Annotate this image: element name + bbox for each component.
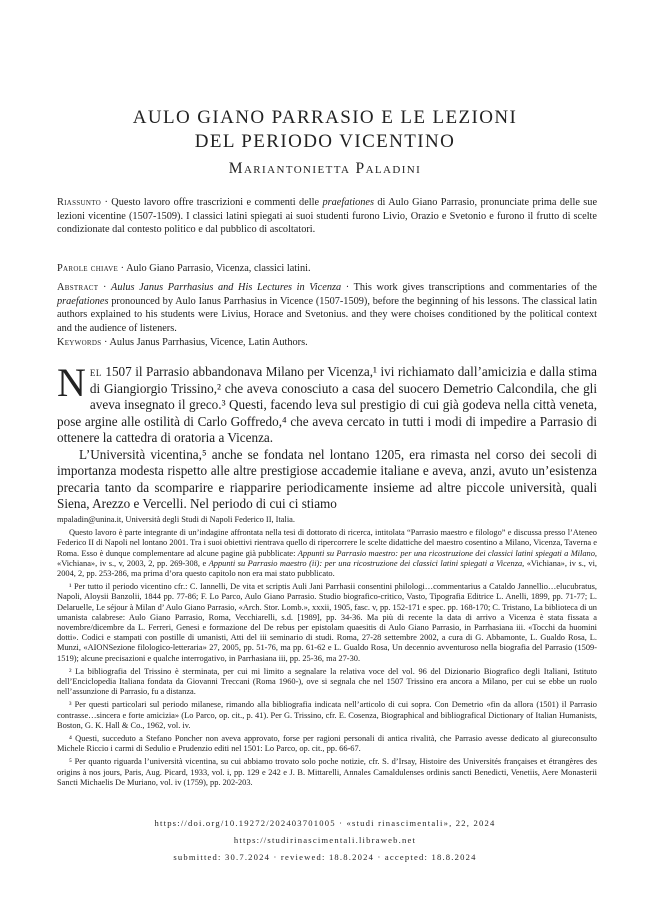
- keywords-label: Keywords: [57, 337, 102, 348]
- article-author: Mariantonietta Paladini: [228, 160, 422, 177]
- parole-chiave: Parole chiave · Aulo Giano Parrasio, Vicenza, classici latini.: [57, 263, 311, 274]
- footer-dates-line: submitted: 30.7.2024 · reviewed: 18.8.2024 · accepted: 18.8.2024: [173, 852, 477, 862]
- abstract-english-title: Aulus Janus Parrhasius and His Lectures in Vicenza: [111, 282, 342, 293]
- footnote-2: ² La bibliografia del Trissino è sterminata, per cui mi limito a segnalare la relativa voce del vol. 96 del Dizionario Biografico degli Italiani, Istituto dell’Enciclopedia Italiana fondata da Giovanni Treccani (Roma 1960-), ove si segnala che nel 1507 Trissino era ancora a Milano, per cui se ebbe un ruolo nell’assunzione di Parrasio, fu a distanza.: [57, 666, 597, 697]
- article-title-line-2: DEL PERIODO VICENTINO: [194, 131, 456, 152]
- keywords: Keywords · Aulus Janus Parrhasius, Vicence, Latin Authors.: [57, 337, 308, 348]
- footnote-3: ³ Per questi particolari sul periodo milanese, rimando alla bibliografia indicata nell’articolo di cui sopra. Con Demetrio «fin da allora (1501) il Parrasio contrasse…sincera e forte amicizia» (Lo Parco, op. cit., p. 41). Per G. Trissino, cfr. E. Cosenza, Biographical and bibliografical Dictionary of Italian Humanists, Boston, G. K. Hall & Co., 1962, vol. iv.: [57, 700, 597, 730]
- abstract-label: Abstract: [57, 282, 99, 293]
- parole-chiave-label: Parole chiave: [57, 263, 119, 274]
- note-intro: Questo lavoro è parte integrante di un’indagine affrontata nella tesi di dottorato di ricerca, intitolata “Parrasio maestro e filologo” e discussa presso l’Ateneo Federico II di Napoli nel lontano 2001. Tra i suoi obiettivi rientrava quello di ripercorrere le scelte didattiche del maestro cosentino a Milano, Vicenza, Taverna e Roma. Esso è dunque complementare ad alcune pagine già pubblicate: Appunti su Parrasio maestro: per una ricostruzione dei classici latini spiegati a Milano, «Vichiana», iv s., v, 2003, 2, pp. 269-308, e Appunti su Parrasio maestro (ii): per una ricostruzione dei classici latini spiegati a Vicenza, «Vichiana», iv s., vi, 2004, 2, pp. 253-286, ma prima d’ora questo capitolo non era mai stato pubblicato.: [57, 528, 597, 579]
- footnote-4: ⁴ Questi, succeduto a Stefano Poncher non aveva approvato, forse per ragioni personali di antica rivalità, che Parrasio avesse dedicato al giureconsulto Michele Riccio i carmi di Sedulio e Prudenzio editi nel 1501: Lo Parco, op. cit., pp. 66-67.: [57, 734, 597, 754]
- abstract: Abstract · Aulus Janus Parrhasius and His Lectures in Vicenza · This work gives transcriptions and commentaries of the praefationes pronounced by Aulo Ianus Parrhasius in Vicence (1507-1509), before the beginning of his lessons. The classical latin authors explained to his students were Livius, Horace and Svetonius. and they were choises conditioned by the political context and the audience of listeners.: [57, 282, 597, 334]
- footer-doi-line: https://doi.org/10.19272/202403701005 · «studi rinascimentali», 22, 2024: [154, 818, 496, 828]
- footnote-1: ¹ Per tutto il periodo vicentino cfr.: C. Iannelli, De vita et scriptis Auli Jani Parrhasii consentini philologi…commentarius a Cataldo Jannellio…elucubratus, Napoli, Aloysii Banzolii, 1844 pp. 77-86; F. Lo Parco, Aulo Giano Parrasio. Studio biografico-critico, Vasto, Tipografia Editrice L. Anelli, 1899, pp. 71-77; L. Delaruelle, Le séjour à Milan d’ Aulo Giano Parrasio, «Arch. Stor. Lomb.», xxxii, 1905, fasc. v, pp. 152-171 e spec. pp. 168-170; C. Tristano, La biblioteca di un umanista calabrese: Aulo Giano Parrasio, Roma, Vecchiarelli, s.d. [1989], pp. 34-36. Ma più di recente la data di arrivo a Vicenza è stata fissata a novembre/dicembre da L. Ferreri, Genesi e formazione del De rebus per epistolam quaesitis di Aulo Giano Parrasio, in Parrhasiana iii. «Tocchi da huomini dotti». Codici e stampati con postille di umanisti, Atti del iii seminario di studi. Roma, 27-28 settembre 2002, a cura di G. Abbamonte, L. Gualdo Rosa, L. Munzi, «AIONSezione filologico-letteraria» 27, 2005, pp. 51-76, ma pp. 61-62 e L. Gualdo Rosa, Un decennio avventuroso nella biografia del Parrasio (1509-1519); alcune precisazioni e qualche interrogativo, in Parrhasiana iii, pp. 25-36, ma 27-30.: [57, 582, 597, 663]
- footer-url-line: https://studirinascimentali.libraweb.net: [233, 835, 417, 845]
- riassunto-label: Riassunto: [57, 197, 102, 208]
- footnote-5: ⁵ Per quanto riguarda l’università vicentina, su cui abbiamo trovato solo poche notizie, cfr. S. d’Irsay, Histoire des Universités françaises et étrangères des origins à nos jours, Paris, Aug. Picard, 1933, vol. i, pp. 129 e 242 e J. B. Mittarelli, Annales Camaldulenses ordinis sancti Benedicti, Venetiis, Aere Monasterii Sancti Michaelis De Muriano, vol. iv (1759), pp. 202-203.: [57, 757, 597, 787]
- article-title-line-1: AULO GIANO PARRASIO E LE LEZIONI: [132, 107, 518, 128]
- body-paragraph-1: Nel 1507 il Parrasio abbandonava Milano per Vicenza,¹ ivi richiamato dall’amicizia e dalla stima di Giangiorgio Trissino,² che aveva conosciuto a casa del suocero Demetrio Calcondila, che gli aveva insegnato il greco.³ Questi, facendo leva sul prestigio di cui già godeva nella città veneta, pose argine alle ostilità di Carlo Goffredo,⁴ che aveva cercato in tutti i modi di impedire a Parrasio di ottenere la cattedra di oratoria a Vicenza.: [57, 360, 597, 445]
- riassunto: Riassunto · Questo lavoro offre trascrizioni e commenti delle praefationes di Aulo Giano Parrasio, pronunciate prima delle sue lezioni vicentine (1507-1509). I classici latini spiegati ai suoi studenti furono Livio, Orazio e Svetonio e furono il frutto di scelte condizionate dal contesto politico e dal pubblico di ascoltatori.: [57, 197, 598, 236]
- author-affiliation: mpaladin@unina.it, Università degli Studi di Napoli Federico II, Italia.: [57, 515, 295, 524]
- footnotes: [57, 515, 597, 791]
- body-text: [57, 360, 597, 513]
- body-paragraph-2: L’Università vicentina,⁵ anche se fondata nel lontano 1205, era rimasta nel corso dei secoli di importanza modesta rispetto alle altre prestigiose accademie italiane e aveva, anzi, avuto un’esistenza precaria tanto da scomparire e riapparire periodicamente insieme ad altre piccole università, quali Siena, Arezzo e Vercelli. Nel periodo di cui ci stiamo: [57, 446, 597, 511]
- drop-cap: N: [57, 360, 86, 405]
